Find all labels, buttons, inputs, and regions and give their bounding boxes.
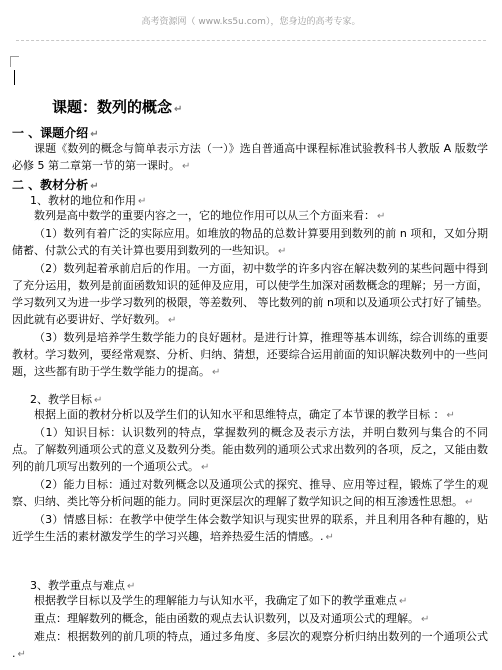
crop-mark-icon (10, 56, 19, 67)
section-1-body: 课题《数列的概念与简单表示方法（一）》选自普通高中课程标准试验教科书人教版 A 版数学必修 5 第二章第一节的第一课时。 ↵ (12, 142, 488, 172)
paragraph-mark-icon: ↵ (168, 315, 177, 326)
paragraph-mark-icon: ↵ (127, 581, 136, 592)
paragraph-mark-icon: ↵ (278, 246, 287, 257)
subsection-2-1-body: 数列是高中数学的重要内容之一，它的地位作用可以从三个方面来看： ↵ （1）数列有着广泛的实际应用。如堆放的物品的总数计算要用到数列的前 n 项和，又如分期储蓄、付款公式的有关计算也要用到数列的一些知识。 ↵ （2）数列起着承前启后的作用。一方面，初中数学的许多内容在解决数列的某些问题中得到了充分运用，数列是前面函数知识的延伸及应用，可以使学生加深对函数概念的理解；另一方面，学习数列又为进一步学习数列的极限，等差数列、 等比数列的前 n项和以及通项公式打好了铺垫。因此就有必要讲好、学好数列。 ↵ （3）数列是培养学生数学能力的良好题材。是进行计算，推理等基本训练，综合训练的重要教材。学习数列，要经常观察、分析、归纳、猜想，还要综合运用前面的知识解决数列中的一些问题，这些都有助于学生数学能力的提高。 ↵ (12, 209, 488, 378)
section-2-heading: 二 、教材分析 ↵ (12, 178, 99, 192)
paragraph-mark-icon: ↵ (182, 161, 191, 172)
section-1-heading: 一 、课题介绍 ↵ (12, 126, 99, 140)
subsection-2-2-heading: 2、教学目标 ↵ (30, 393, 103, 406)
paragraph-mark-icon: ↵ (446, 410, 455, 421)
paragraph-mark-icon: ↵ (212, 367, 221, 378)
subsection-2-3-body: 根据教学目标以及学生的理解能力与认知水平，我确定了如下的教学重难点 ↵ 重点：理解数列的概念，能由函数的观点去认识数列，以及对通项公式的理解。 ↵ 难点：根据数列的前几项的特点，通过多角度、多层次的观察分析归纳出数列的一个通项公式 . ↵ (12, 594, 488, 660)
paragraph-mark-icon: ↵ (90, 181, 99, 192)
paragraph-mark-icon: ↵ (17, 649, 26, 660)
paragraph-mark-icon: ↵ (465, 497, 474, 508)
document-title: 课题：数列的概念 ↵ (52, 98, 183, 116)
paragraph-mark-icon: ↵ (399, 596, 408, 607)
paragraph-mark-icon: ↵ (174, 104, 183, 115)
subsection-2-2-body: 根据上面的教材分析以及学生们的认知水平和思维特点，确定了本节课的教学目标 ： ↵ （1）知识目标：认识数列的特点，掌握数列的概念及表示方法，并明白数列与集合的不同点。了解数列通项公式的意义及数列分类。能由数列的通项公式求出数列的各项，反之，又能由数列的前几项写出数列的一个通项公式。 ↵ （2）能力目标：通过对数列概念以及通项公式的探究、推导、应用等过程，锻炼了学生的观察、归纳、类比等分析问题的能力。同时更深层次的理解了数学知识之间的相互渗透性思想。 ↵ （3）情感目标：在教学中使学生体会数学知识与现实世界的联系，并且利用各种有趣的，贴近学生生活的素材激发学生的学习兴趣，培养热爱生活的情感。. ↵ (12, 408, 488, 543)
paragraph-mark-icon: ↵ (201, 462, 210, 473)
paragraph-mark-icon: ↵ (377, 211, 386, 222)
paragraph-mark-icon: ↵ (138, 196, 147, 207)
subsection-2-1-heading: 1、教材的地位和作用 ↵ (30, 194, 147, 207)
text-cursor[interactable] (14, 70, 15, 85)
subsection-2-3-heading: 3、教学重点与难点 ↵ (30, 579, 136, 592)
header-rule (16, 40, 486, 41)
page-header: 高考资源网（ www.ks5u.com），您身边的高考专家。 (141, 17, 361, 27)
paragraph-mark-icon: ↵ (90, 129, 99, 140)
paragraph-mark-icon: ↵ (325, 532, 334, 543)
paragraph-mark-icon: ↵ (421, 614, 430, 625)
paragraph-mark-icon: ↵ (94, 395, 103, 406)
